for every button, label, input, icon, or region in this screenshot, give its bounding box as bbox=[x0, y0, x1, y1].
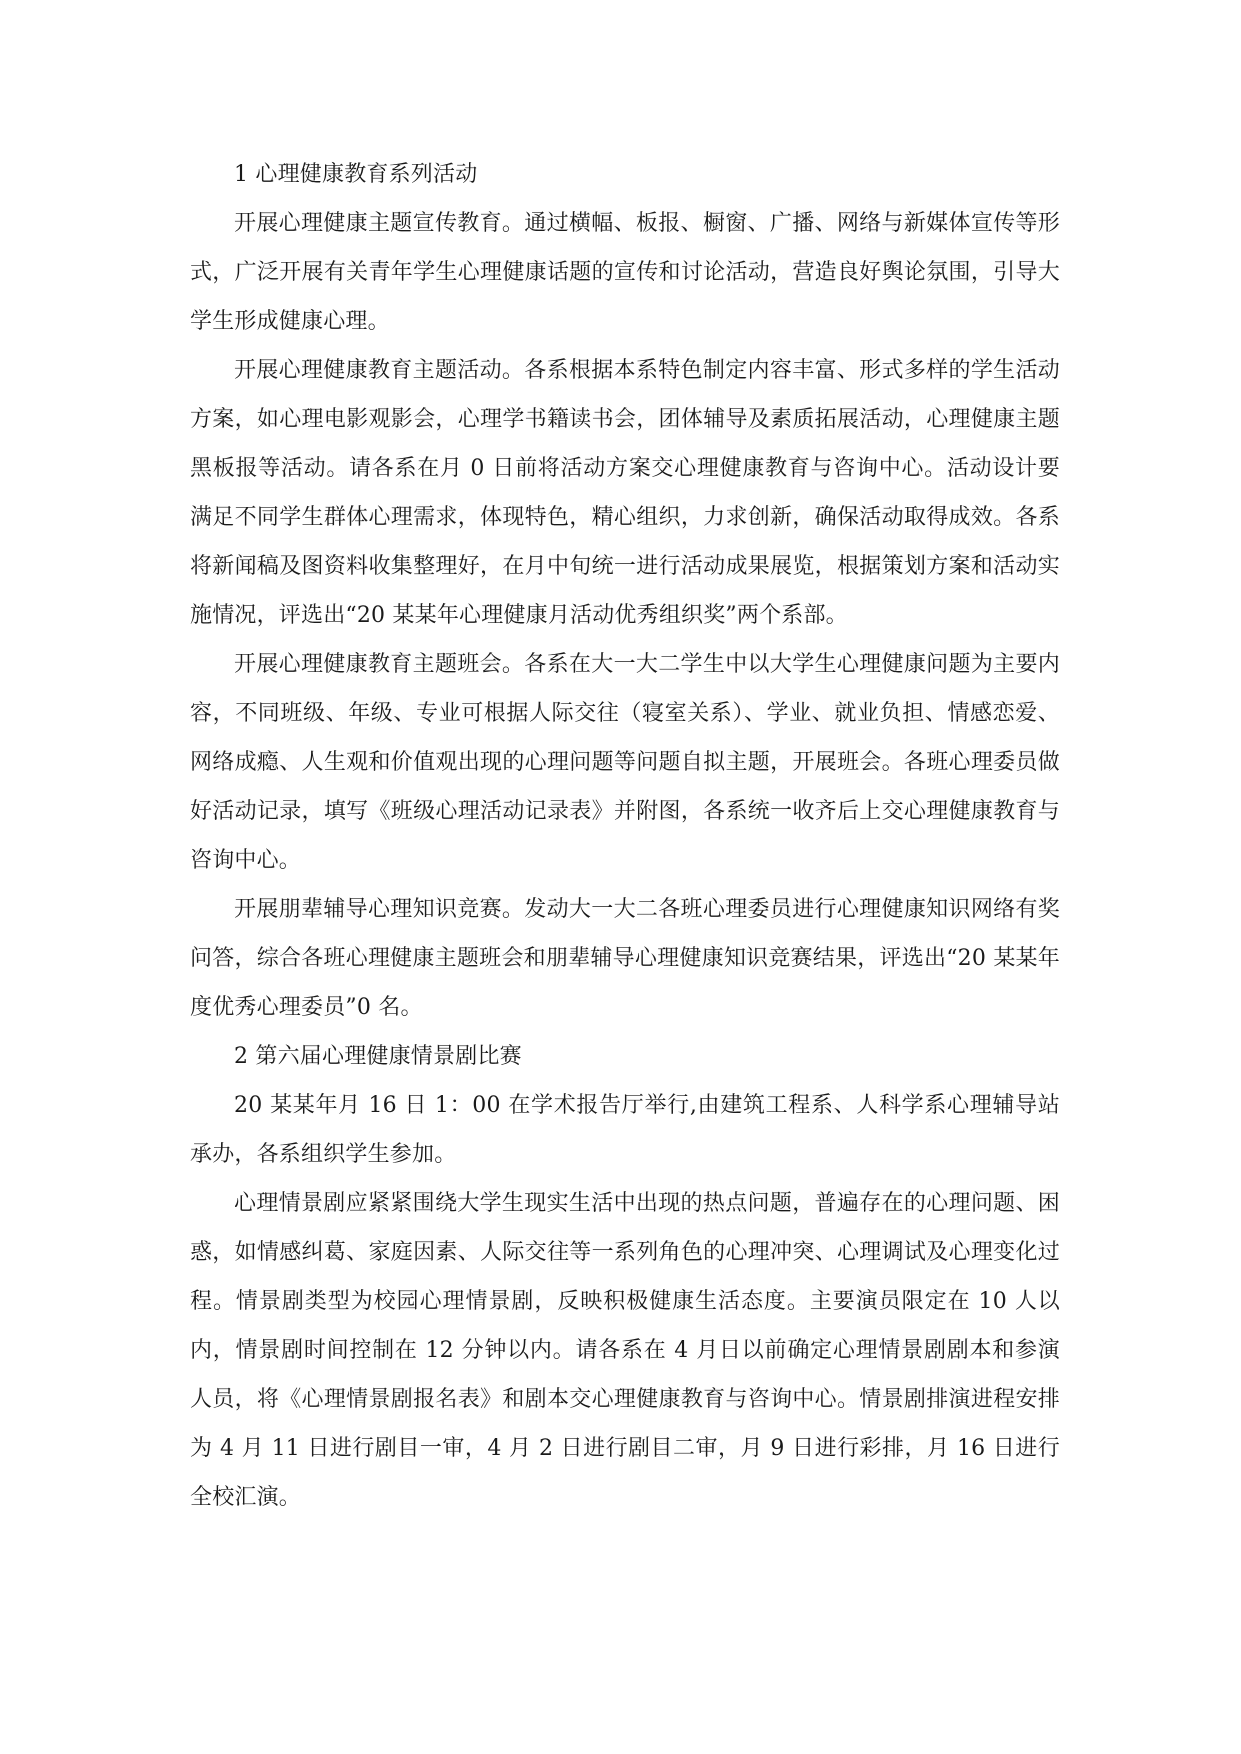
section-heading-1: 1 心理健康教育系列活动 bbox=[234, 162, 478, 187]
paragraph-knowledge-contest: 开展朋辈辅导心理知识竞赛。发动大一大二各班心理委员进行心理健康知识网络有奖问答，综合各班心理健康主题班会和朋辈辅导心理健康知识竞赛结果，评选出“20 某某年度优秀心理委员”0 名。 bbox=[190, 897, 1060, 1020]
paragraph-theme-activities: 开展心理健康教育主题活动。各系根据本系特色制定内容丰富、形式多样的学生活动方案，如心理电影观影会，心理学书籍读书会，团体辅导及素质拓展活动，心理健康主题黑板报等活动。请各系在月 0 日前将活动方案交心理健康教育与咨询中心。活动设计要满足不同学生群体心理需求，体现特色，精心组织，力求创新，确保活动取得成效。各系将新闻稿及图资料收集整理好，在月中旬统一进行活动成果展览，根据策划方案和活动实施情况，评选出“20 某某年心理健康月活动优秀组织奖”两个系部。 bbox=[190, 358, 1060, 628]
paragraph-class-meeting: 开展心理健康教育主题班会。各系在大一大二学生中以大学生心理健康问题为主要内容，不同班级、年级、专业可根据人际交往（寝室关系）、学业、就业负担、情感恋爱、网络成瘾、人生观和价值观出现的心理问题等问题自拟主题，开展班会。各班心理委员做好活动记录，填写《班级心理活动记录表》并附图，各系统一收齐后上交心理健康教育与咨询中心。 bbox=[190, 652, 1060, 873]
paragraph-event-time: 20 某某年月 16 日 1：00 在学术报告厅举行,由建筑工程系、人科学系心理辅导站承办，各系组织学生参加。 bbox=[190, 1093, 1060, 1167]
document-body bbox=[190, 150, 1060, 1522]
paragraph-drama-requirements: 心理情景剧应紧紧围绕大学生现实生活中出现的热点问题，普遍存在的心理问题、困惑，如情感纠葛、家庭因素、人际交往等一系列角色的心理冲突、心理调试及心理变化过程。情景剧类型为校园心理情景剧，反映积极健康生活态度。主要演员限定在 10 人以内，情景剧时间控制在 12 分钟以内。请各系在 4 月日以前确定心理情景剧剧本和参演人员，将《心理情景剧报名表》和剧本交心理健康教育与咨询中心。情景剧排演进程安排为 4 月 11 日进行剧目一审，4 月 2 日进行剧目二审，月 9 日进行彩排，月 16 日进行全校汇演。 bbox=[190, 1191, 1060, 1510]
paragraph-publicity: 开展心理健康主题宣传教育。通过横幅、板报、橱窗、广播、网络与新媒体宣传等形式，广泛开展有关青年学生心理健康话题的宣传和讨论活动，营造良好舆论氛围，引导大学生形成健康心理。 bbox=[190, 211, 1060, 334]
section-heading-2: 2 第六届心理健康情景剧比赛 bbox=[234, 1044, 522, 1069]
